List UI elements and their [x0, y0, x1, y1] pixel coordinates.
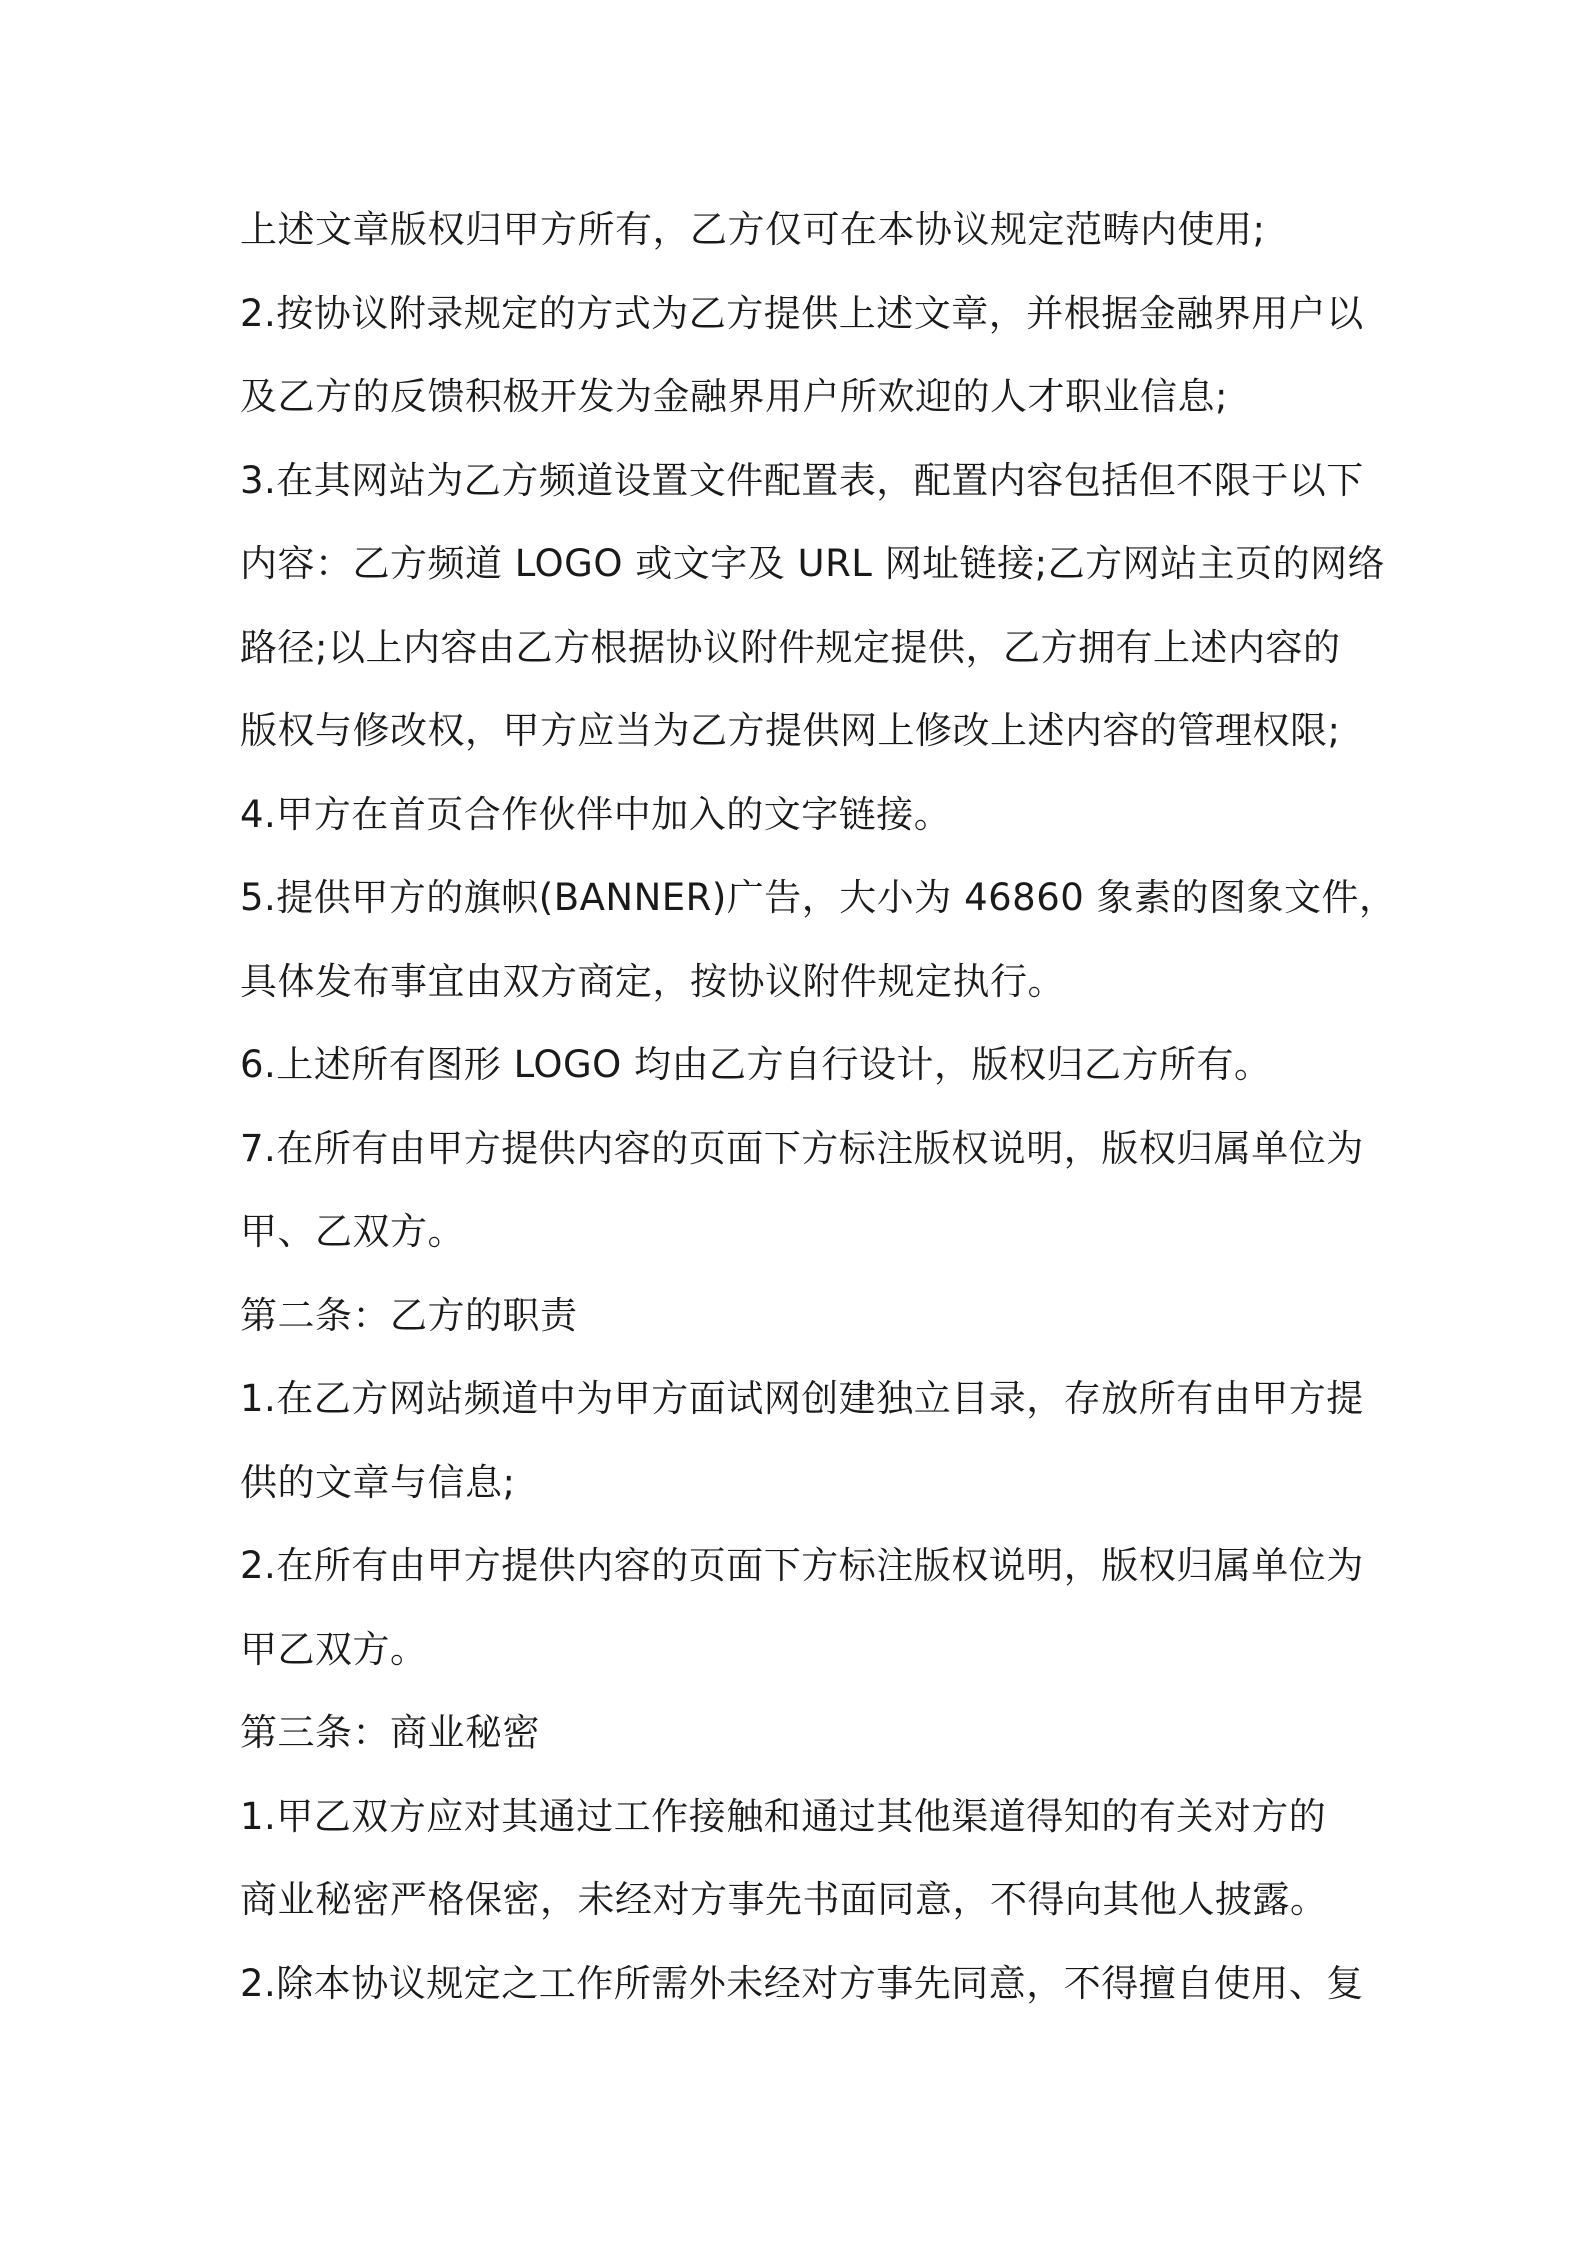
body-text-line: 内容：乙方频道 LOGO 或文字及 URL 网址链接;乙方网站主页的网络: [240, 542, 1386, 585]
body-text-line: 甲、乙双方。: [240, 1210, 465, 1253]
body-text-line: 甲乙双方。: [240, 1627, 428, 1671]
clause-item-line: 7.在所有由甲方提供内容的页面下方标注版权说明，版权归属单位为: [240, 1126, 1364, 1170]
clause-item-line: 4.甲方在首页合作伙伴中加入的文字链接。: [240, 792, 952, 836]
body-text-line: 版权与修改权，甲方应当为乙方提供网上修改上述内容的管理权限;: [240, 709, 1341, 752]
clause-item-line: 6.上述所有图形 LOGO 均由乙方自行设计，版权归乙方所有。: [240, 1043, 1272, 1086]
document-body: [240, 188, 1397, 2025]
body-text-line: 上述文章版权归甲方所有，乙方仅可在本协议规定范畴内使用;: [240, 208, 1266, 251]
clause-item-line: 1.甲乙双方应对其通过工作接触和通过其他渠道得知的有关对方的: [240, 1794, 1327, 1838]
clause-item-line: 5.提供甲方的旗帜(BANNER)广告，大小为 46860 象素的图象文件，: [240, 876, 1397, 919]
clause-item-line: 2.除本协议规定之工作所需外未经对方事先同意，不得擅自使用、复: [240, 1961, 1364, 2005]
clause-item-line: 1.在乙方网站频道中为甲方面试网创建独立目录，存放所有由甲方提: [240, 1377, 1364, 1420]
body-text-line: 具体发布事宜由双方商定，按协议附件规定执行。: [240, 959, 1065, 1003]
article-heading: 第二条：乙方的职责: [240, 1293, 578, 1337]
article-heading: 第三条：商业秘密: [240, 1711, 540, 1754]
clause-item-line: 3.在其网站为乙方频道设置文件配置表，配置内容包括但不限于以下: [240, 458, 1364, 502]
body-text-line: 商业秘密严格保密，未经对方事先书面同意，不得向其他人披露。: [240, 1878, 1328, 1921]
clause-item-line: 2.按协议附录规定的方式为乙方提供上述文章，并根据金融界用户以: [240, 291, 1364, 335]
clause-item-line: 2.在所有由甲方提供内容的页面下方标注版权说明，版权归属单位为: [240, 1544, 1364, 1587]
body-text-line: 供的文章与信息;: [240, 1460, 516, 1504]
body-text-line: 及乙方的反馈积极开发为金融界用户所欢迎的人才职业信息;: [240, 375, 1228, 418]
body-text-line: 路径;以上内容由乙方根据协议附件规定提供，乙方拥有上述内容的: [240, 625, 1341, 669]
